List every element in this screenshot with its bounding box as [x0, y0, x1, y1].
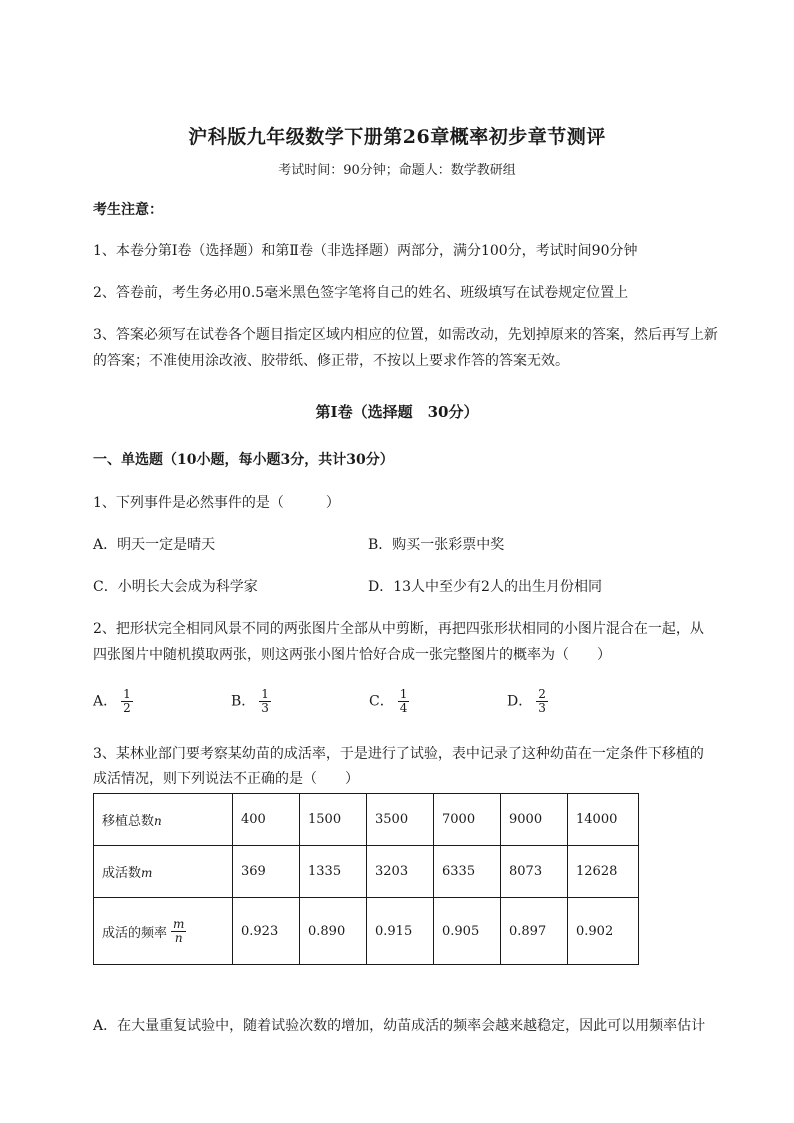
q1-option-c: C．小明长大会成为科学家	[93, 579, 258, 595]
table-cell: 400	[233, 794, 300, 846]
table-row	[94, 846, 639, 898]
exam-subtitle: 考试时间：90分钟；命题人：数学教研组	[278, 163, 516, 178]
option-label: C．	[369, 693, 394, 710]
table-cell: 9000	[501, 794, 568, 846]
table-cell: 12628	[568, 846, 639, 898]
fraction: $\frac{m}{n}$	[173, 916, 185, 945]
table-cell: 0.897	[501, 898, 568, 965]
table-row	[94, 898, 639, 965]
q2-option-d	[507, 688, 548, 715]
table-cell: 0.915	[367, 898, 434, 965]
q3-stem-line1: 3、某林业部门要考察某幼苗的成活率，于是进行了试验，表中记录了这种幼苗在一定条件下移植的	[93, 746, 704, 762]
fraction: $\frac{1}{4}$	[399, 687, 408, 715]
table-cell: 3500	[367, 794, 434, 846]
table-cell: 14000	[568, 794, 639, 846]
option-label: A．	[93, 693, 118, 710]
table-row	[94, 794, 639, 846]
part-heading: 一、单选题（10小题，每小题3分，共计30分）	[93, 452, 394, 468]
q2-option-b	[231, 688, 271, 715]
q3-stem-line2: 成活情况，则下列说法不正确的是（ ）	[93, 771, 359, 787]
option-label: B．	[231, 693, 256, 710]
q1-option-d: D．13人中至少有2人的出生月份相同	[368, 579, 602, 595]
q2-option-c	[369, 688, 409, 715]
option-label: D．	[507, 693, 533, 710]
exam-title: 沪科版九年级数学下册第26章概率初步章节测评	[188, 126, 606, 148]
table-cell: 7000	[434, 794, 501, 846]
q2-stem-line2: 四张图片中随机摸取两张，则这两张小图片恰好合成一张完整图片的概率为（ ）	[93, 647, 611, 663]
table-cell: 369	[233, 846, 300, 898]
q2-option-a	[93, 688, 133, 715]
table-cell: 0.923	[233, 898, 300, 965]
table-cell: 0.905	[434, 898, 501, 965]
notice-item-2: 2、答卷前，考生务必用0.5毫米黑色签字笔将自己的姓名、班级填写在试卷规定位置上	[93, 285, 629, 301]
notice-heading: 考生注意：	[93, 202, 163, 218]
q1-option-b: B．购买一张彩票中奖	[368, 537, 505, 553]
row-header: 移植总数n	[94, 794, 233, 846]
table-cell: 0.890	[300, 898, 367, 965]
fraction: $\frac{1}{2}$	[123, 687, 131, 715]
row-header: 成活数m	[94, 846, 233, 898]
notice-item-3-cont: 的答案；不准使用涂改液、胶带纸、修正带，不按以上要求作答的答案无效。	[93, 353, 569, 369]
q3-option-a: A．在大量重复试验中，随着试验次数的增加，幼苗成活的频率会越来越稳定，因此可以用频率估计	[93, 1018, 706, 1034]
notice-item-3: 3、答案必须写在试卷各个题目指定区域内相应的位置，如需改动，先划掉原来的答案，然后再写上新	[93, 327, 718, 343]
row-header: 成活的频率 $\frac{m}{n}$	[94, 898, 233, 965]
q1-stem: 1、下列事件是必然事件的是（ ）	[93, 495, 340, 511]
table-cell: 0.902	[568, 898, 639, 965]
table-cell: 6335	[434, 846, 501, 898]
q2-stem-line1: 2、把形状完全相同风景不同的两张图片全部从中剪断，再把四张形状相同的小图片混合在一起，从	[93, 621, 704, 637]
table-cell: 1500	[300, 794, 367, 846]
fraction: $\frac{1}{3}$	[261, 687, 269, 715]
q1-option-a: A．明天一定是晴天	[93, 537, 216, 553]
seedling-table	[93, 793, 639, 965]
fraction: $\frac{2}{3}$	[538, 687, 546, 715]
section-title: 第I卷（选择题 30分）	[315, 403, 479, 421]
notice-item-1: 1、本卷分第I卷（选择题）和第Ⅱ卷（非选择题）两部分，满分100分，考试时间90分钟	[93, 243, 638, 259]
table-cell: 1335	[300, 846, 367, 898]
table-cell: 3203	[367, 846, 434, 898]
table-cell: 8073	[501, 846, 568, 898]
